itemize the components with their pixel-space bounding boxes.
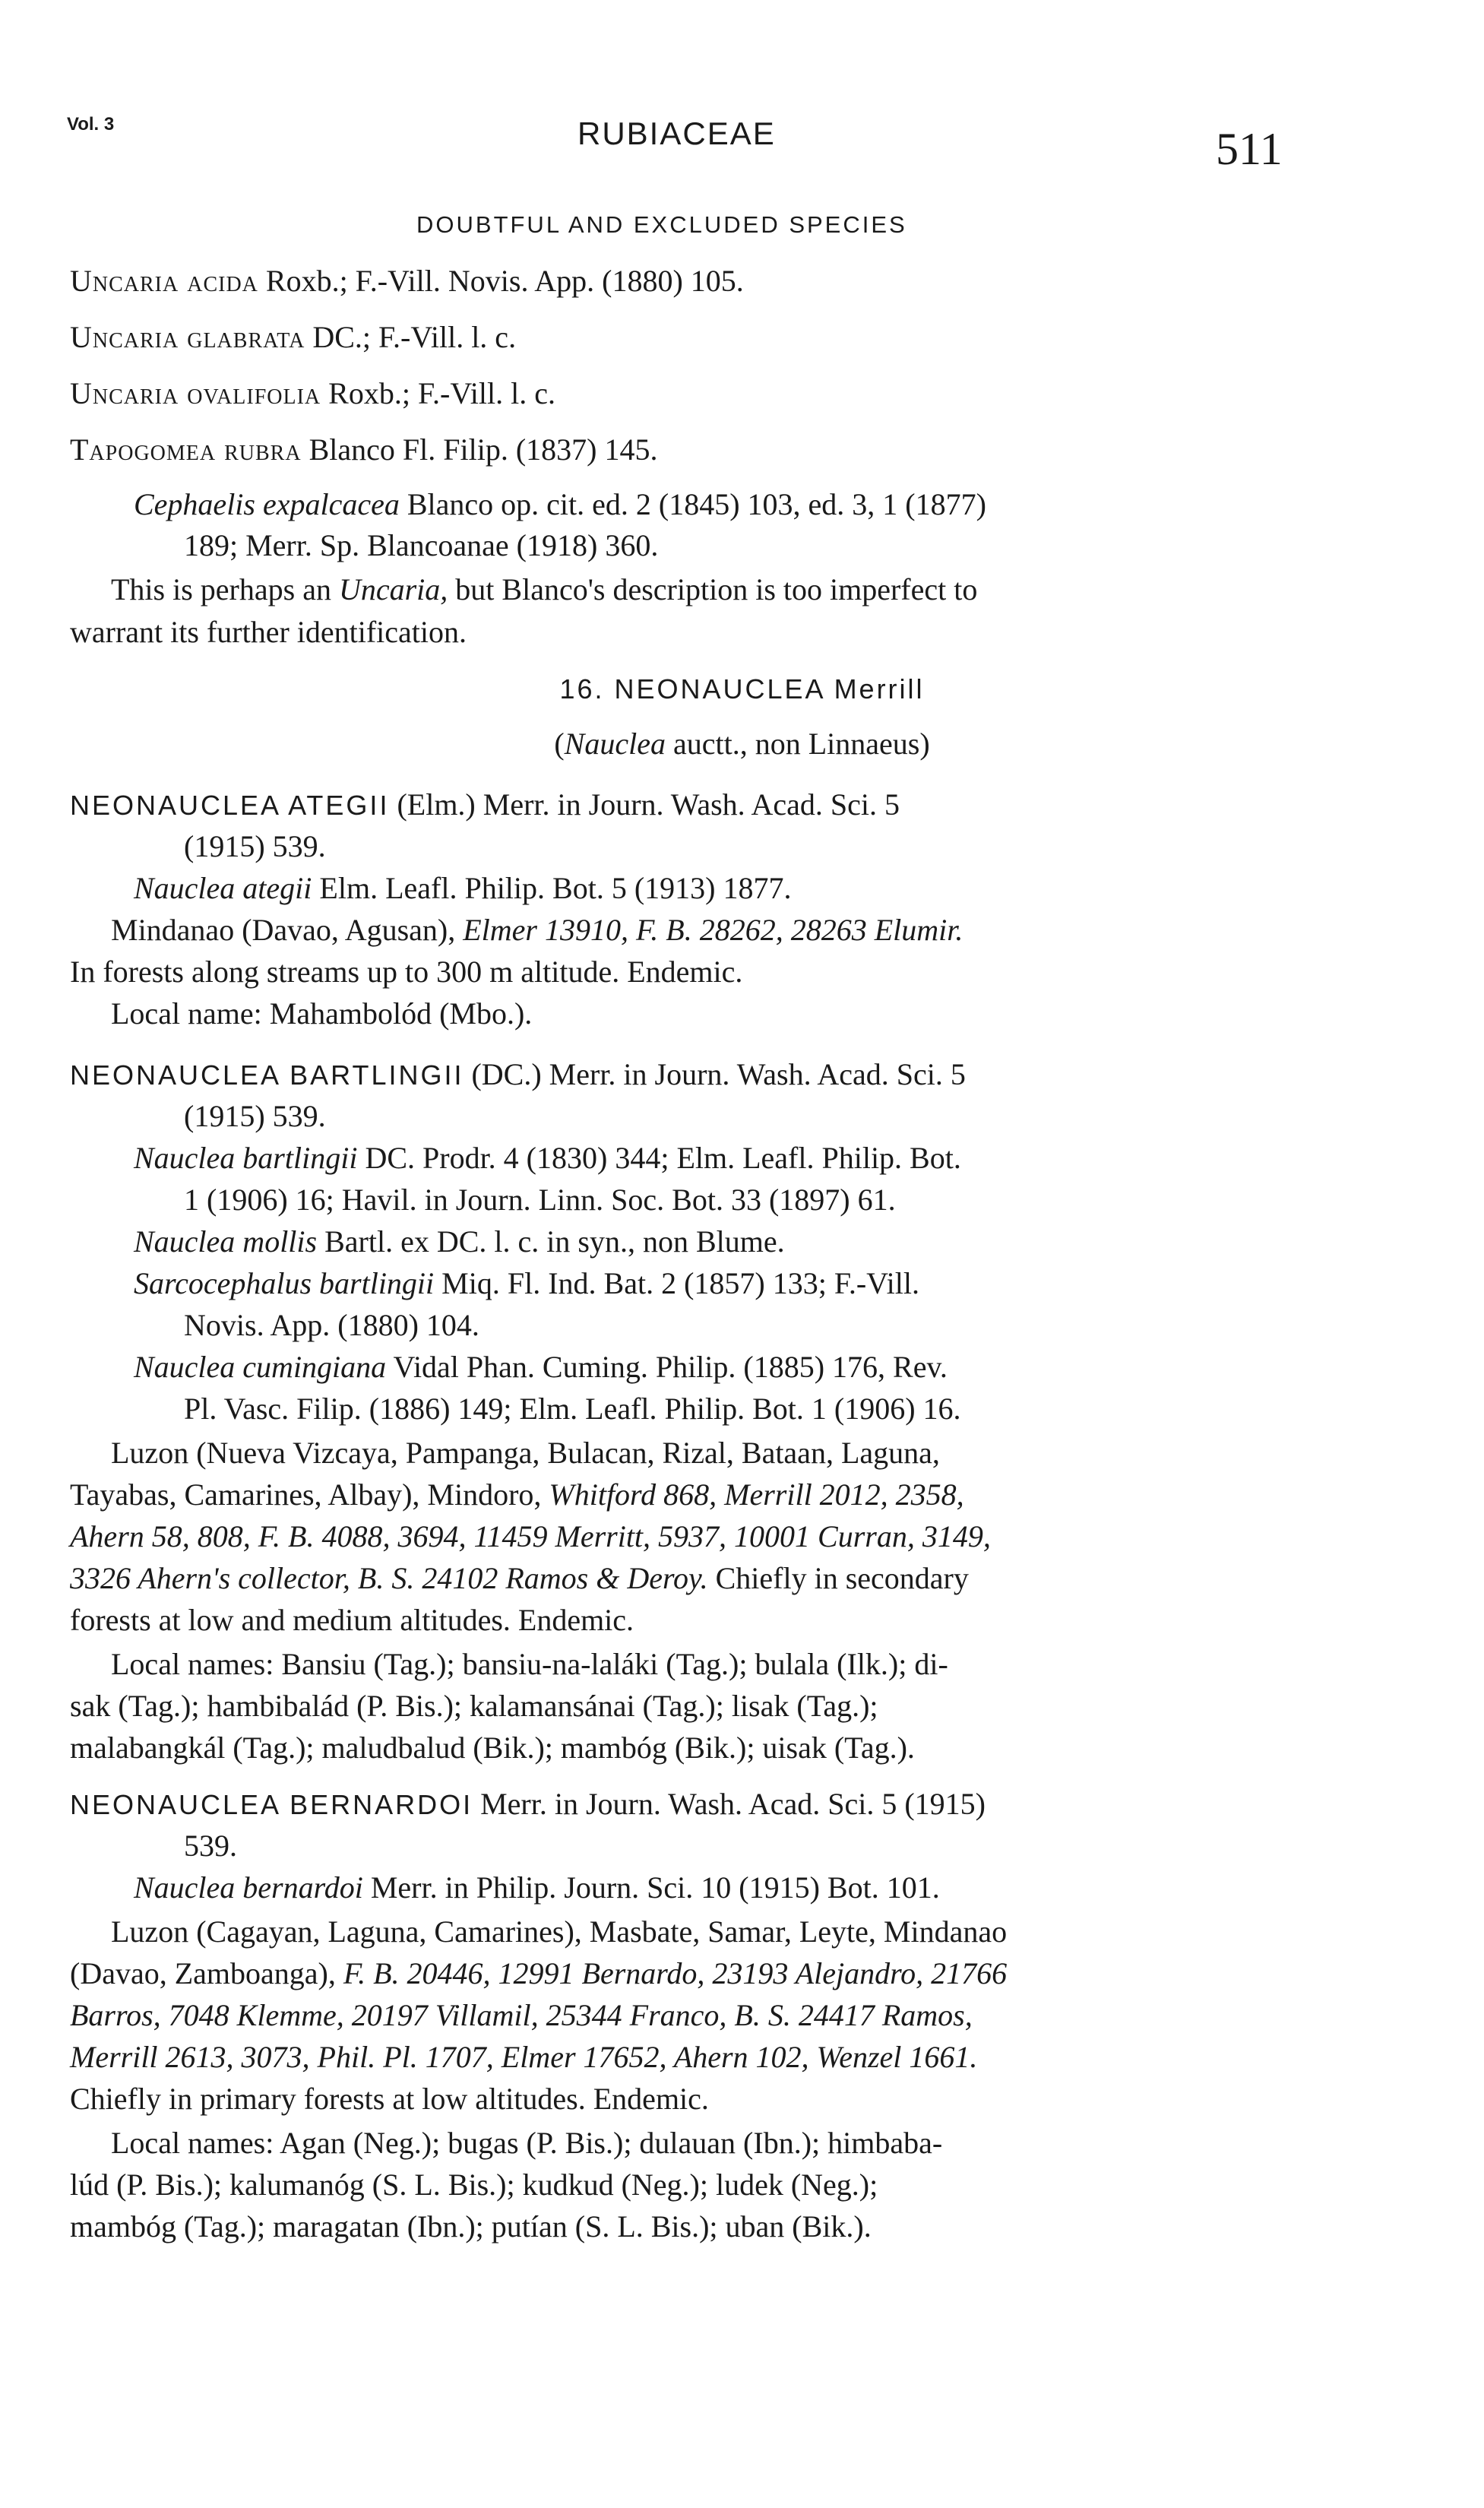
local-name-line: lúd (P. Bis.); kalumanóg (S. L. Bis.); kudkud (Neg.); ludek (Neg.);	[70, 2168, 878, 2202]
synonym-name: Sarcocephalus bartlingii	[134, 1266, 435, 1300]
synonym-name: Nauclea cumingiana	[134, 1350, 387, 1384]
section-heading: DOUBTFUL AND EXCLUDED SPECIES	[416, 211, 907, 238]
specimens: Merrill 2613, 3073, Phil. Pl. 1707, Elmer 17652, Ahern 102, Wenzel 1661.	[70, 2040, 978, 2074]
distribution-text: Mindanao (Davao, Agusan),	[111, 913, 456, 947]
specimens: Elmer 13910, F. B. 28262, 28263 Elumir.	[463, 913, 963, 947]
excluded-entry	[70, 319, 1316, 356]
local-name-line: sak (Tag.); hambibalád (P. Bis.); kalamansánai (Tag.); lisak (Tag.);	[70, 1689, 878, 1723]
local-name-line: Local name: Mahambolód (Mbo.).	[111, 996, 533, 1031]
specimens: Ahern 58, 808, F. B. 4088, 3694, 11459 Merritt, 5937, 10001 Curran, 3149,	[70, 1519, 991, 1553]
distribution-text: Tayabas, Camarines, Albay), Mindoro,	[70, 1477, 542, 1512]
species-name: NEONAUCLEA ATEGII	[70, 790, 390, 821]
genus-subheading	[0, 726, 1484, 762]
citation: auctt., non Linnaeus)	[672, 727, 930, 761]
citation: Vidal Phan. Cuming. Philip. (1885) 176, Rev.	[393, 1350, 948, 1384]
distribution-line	[70, 1997, 1316, 2034]
note-taxon: Uncaria,	[338, 572, 448, 606]
synonym-line	[134, 1265, 1380, 1302]
excluded-entry	[70, 375, 1316, 412]
species-entry-ategii	[70, 787, 1316, 823]
distribution-line	[70, 1477, 1316, 1513]
specimens: F. B. 20446, 12991 Bernardo, 23193 Alejandro, 21766	[343, 1956, 1008, 1990]
citation-line: Pl. Vasc. Filip. (1886) 149; Elm. Leafl. Philip. Bot. 1 (1906) 16.	[184, 1392, 961, 1426]
citation: (DC.) Merr. in Journ. Wash. Acad. Sci. 5	[471, 1057, 966, 1091]
paren: (	[554, 727, 565, 761]
synonym-line	[134, 1349, 1380, 1385]
citation-line: (1915) 539.	[184, 829, 326, 863]
citation-line: 539.	[184, 1829, 237, 1863]
distribution-text: (Davao, Zamboanga),	[70, 1956, 336, 1990]
synonym-name: Nauclea bernardoi	[134, 1870, 363, 1905]
page-number: 511	[1216, 124, 1283, 174]
synonym-name: Nauclea mollis	[134, 1224, 318, 1259]
note-text: This is perhaps an	[111, 572, 331, 606]
citation: Blanco Fl. Filip. (1837) 145.	[309, 432, 658, 467]
local-name-line: mambóg (Tag.); maragatan (Ibn.); putían (S. L. Bis.); uban (Bik.).	[70, 2209, 872, 2244]
excluded-entry	[70, 432, 1316, 468]
habitat-line: forests at low and medium altitudes. Endemic.	[70, 1603, 634, 1637]
citation: Blanco op. cit. ed. 2 (1845) 103, ed. 3, 1 (1877)	[407, 487, 986, 521]
species-entry-bartlingii	[70, 1056, 1316, 1093]
citation: Merr. in Journ. Wash. Acad. Sci. 5 (1915)	[480, 1787, 986, 1821]
habitat-text: Chiefly in secondary	[715, 1561, 969, 1595]
habitat-line: In forests along streams up to 300 m altitude. Endemic.	[70, 955, 743, 989]
citation-line: (1915) 539.	[184, 1099, 326, 1133]
specimens: Whitford 868, Merrill 2012, 2358,	[549, 1477, 964, 1512]
local-name-line: Local names: Agan (Neg.); bugas (P. Bis.); dulauan (Ibn.); himbaba-	[111, 2126, 943, 2160]
specimens: Barros, 7048 Klemme, 20197 Villamil, 25344 Franco, B. S. 24417 Ramos,	[70, 1998, 973, 2032]
taxon-name: Uncaria acida	[70, 264, 258, 298]
volume-label: Vol. 3	[67, 114, 115, 135]
running-head: RUBIACEAE	[577, 116, 776, 151]
citation: Roxb.; F.-Vill. l. c.	[328, 376, 556, 410]
local-name-line: Local names: Bansiu (Tag.); bansiu-na-laláki (Tag.); bulala (Ilk.); di-	[111, 1647, 948, 1681]
synonym-name: Nauclea bartlingii	[134, 1141, 358, 1175]
species-entry-bernardoi	[70, 1786, 1316, 1822]
citation-line: Novis. App. (1880) 104.	[184, 1308, 479, 1342]
distribution-line	[70, 2039, 1316, 2076]
taxon-name: Uncaria ovalifolia	[70, 376, 321, 410]
citation: Miq. Fl. Ind. Bat. 2 (1857) 133; F.-Vill.	[441, 1266, 920, 1300]
synonym-name: Cephaelis expalcacea	[134, 487, 400, 521]
distribution-line: Luzon (Cagayan, Laguna, Camarines), Masbate, Samar, Leyte, Mindanao	[111, 1914, 1008, 1949]
synonym-line	[134, 486, 1380, 523]
citation: Merr. in Philip. Journ. Sci. 10 (1915) Bot. 101.	[370, 1870, 940, 1905]
citation: Bartl. ex DC. l. c. in syn., non Blume.	[324, 1224, 785, 1259]
distribution-line	[70, 1518, 1316, 1555]
citation: (Elm.) Merr. in Journ. Wash. Acad. Sci. 5	[397, 787, 900, 822]
distribution-line	[70, 1955, 1316, 1992]
citation: Elm. Leafl. Philip. Bot. 5 (1913) 1877.	[319, 871, 792, 905]
citation: Roxb.; F.-Vill. Novis. App. (1880) 105.	[265, 264, 744, 298]
specimens: 3326 Ahern's collector, B. S. 24102 Ramos & Deroy.	[70, 1561, 708, 1595]
distribution-line	[111, 912, 1357, 948]
genus-heading: 16. NEONAUCLEA Merrill	[559, 673, 925, 705]
taxon-name: Tapogomea rubra	[70, 432, 302, 467]
species-name: NEONAUCLEA BERNARDOI	[70, 1789, 473, 1820]
citation: DC.; F.-Vill. l. c.	[312, 320, 517, 354]
species-name: NEONAUCLEA BARTLINGII	[70, 1059, 464, 1091]
synonym-name: Nauclea ategii	[134, 871, 312, 905]
taxon-name: Uncaria glabrata	[70, 320, 305, 354]
distribution-line: Luzon (Nueva Vizcaya, Pampanga, Bulacan, Rizal, Bataan, Laguna,	[111, 1436, 940, 1470]
synonym-line	[134, 1140, 1380, 1176]
citation-line: 1 (1906) 16; Havil. in Journ. Linn. Soc. Bot. 33 (1897) 61.	[184, 1183, 896, 1217]
excluded-entry	[70, 263, 1316, 299]
synonym-line: 189; Merr. Sp. Blancoanae (1918) 360.	[184, 528, 659, 562]
synonym-line	[134, 1870, 1380, 1906]
note-text: but Blanco's description is too imperfect to	[455, 572, 978, 606]
local-name-line: malabangkál (Tag.); maludbalud (Bik.); mambóg (Bik.); uisak (Tag.).	[70, 1731, 915, 1765]
note-line: warrant its further identification.	[70, 615, 467, 649]
genus-synonym: Nauclea	[564, 727, 666, 761]
synonym-line	[134, 870, 1380, 907]
habitat-line: Chiefly in primary forests at low altitudes. Endemic.	[70, 2082, 709, 2116]
note-line	[111, 572, 1357, 608]
citation: DC. Prodr. 4 (1830) 344; Elm. Leafl. Philip. Bot.	[365, 1141, 961, 1175]
distribution-line	[70, 1560, 1316, 1597]
synonym-line	[134, 1224, 1380, 1260]
